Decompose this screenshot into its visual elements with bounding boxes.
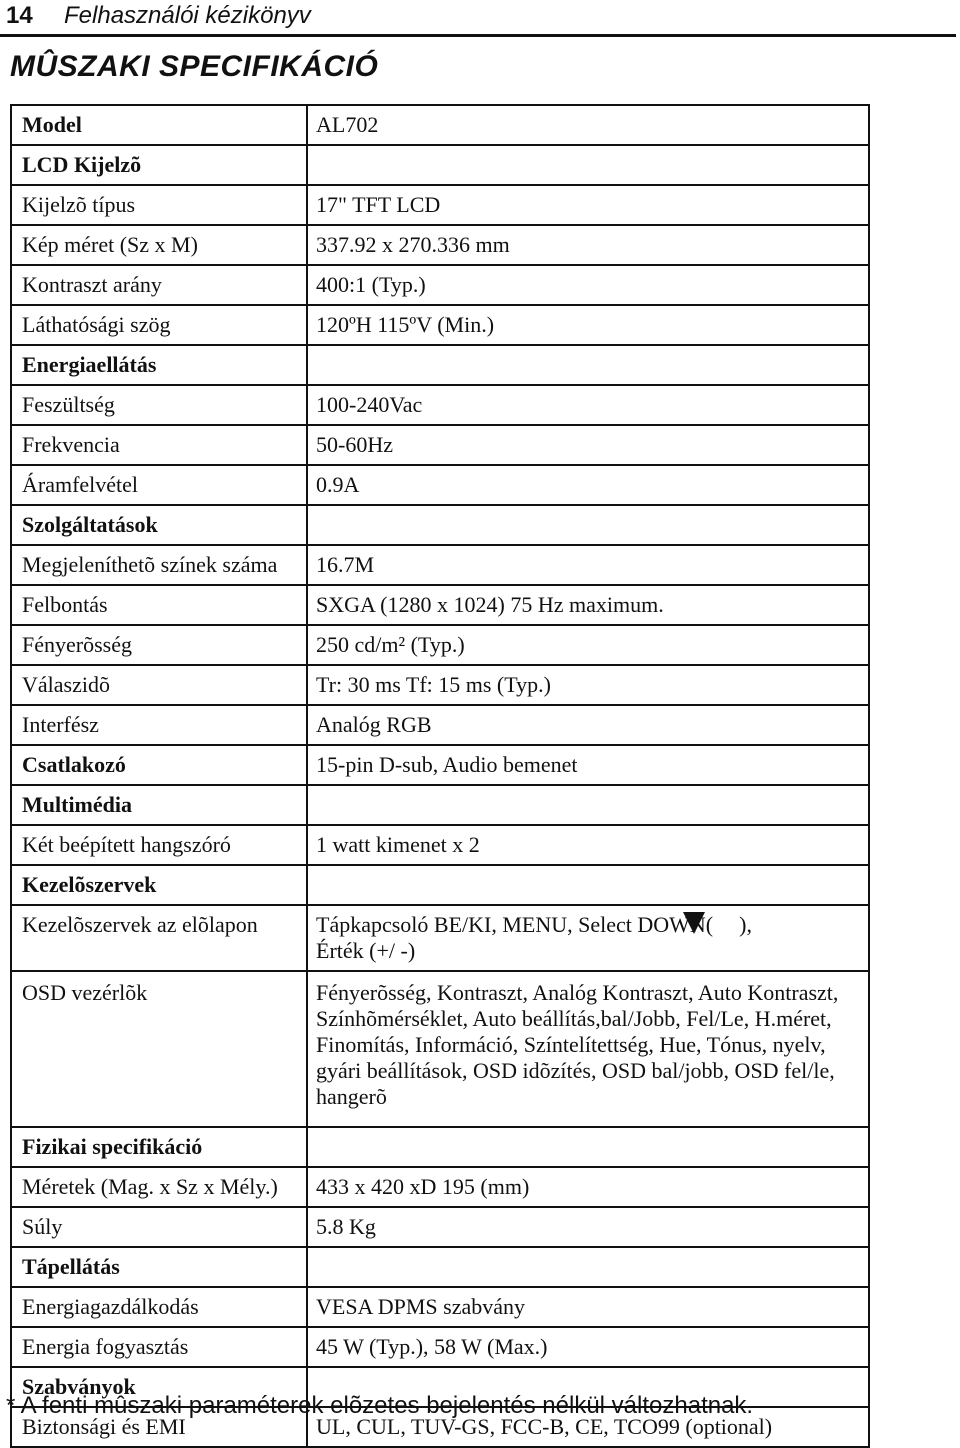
spec-value: 16.7M [307, 545, 869, 585]
spec-label: Csatlakozó [11, 745, 307, 785]
spec-value [307, 865, 869, 905]
spec-label: Energiaellátás [11, 345, 307, 385]
spec-value: 250 cd/m² (Typ.) [307, 625, 869, 665]
spec-label: Biztonsági és EMI [11, 1407, 307, 1447]
controls-line-2: Érték (+/ -) [316, 938, 416, 963]
spec-table [10, 104, 870, 1448]
spec-label: Két beépített hangszóró [11, 825, 307, 865]
spec-value: 100-240Vac [307, 385, 869, 425]
spec-label: Válaszidõ [11, 665, 307, 705]
spec-label: Kép méret (Sz x M) [11, 225, 307, 265]
spec-row [11, 785, 869, 825]
spec-value: SXGA (1280 x 1024) 75 Hz maximum. [307, 585, 869, 625]
spec-value: VESA DPMS szabvány [307, 1287, 869, 1327]
spec-row [11, 305, 869, 345]
spec-value: 433 x 420 xD 195 (mm) [307, 1167, 869, 1207]
spec-row [11, 265, 869, 305]
spec-row [11, 1207, 869, 1247]
spec-label: Súly [11, 1207, 307, 1247]
spec-row [11, 1127, 869, 1167]
spec-row [11, 1247, 869, 1287]
spec-label: Szabványok [11, 1367, 307, 1407]
spec-label: Áramfelvétel [11, 465, 307, 505]
spec-value: UL, CUL, TUV-GS, FCC-B, CE, TCO99 (optional) [307, 1407, 869, 1447]
spec-value: 45 W (Typ.), 58 W (Max.) [307, 1327, 869, 1367]
spec-row [11, 865, 869, 905]
spec-row [11, 665, 869, 705]
spec-label: OSD vezérlõk [11, 971, 307, 1127]
spec-row [11, 145, 869, 185]
spec-row [11, 425, 869, 465]
spec-label: Felbontás [11, 585, 307, 625]
spec-row [11, 345, 869, 385]
spec-label: Tápellátás [11, 1247, 307, 1287]
spec-row [11, 585, 869, 625]
spec-value: 50-60Hz [307, 425, 869, 465]
spec-label: Model [11, 105, 307, 145]
spec-value: 17" TFT LCD [307, 185, 869, 225]
spec-value: 337.92 x 270.336 mm [307, 225, 869, 265]
page-header [0, 0, 960, 34]
spec-label: Szolgáltatások [11, 505, 307, 545]
spec-label: Kontraszt arány [11, 265, 307, 305]
spec-row [11, 825, 869, 865]
spec-label: Kezelõszervek [11, 865, 307, 905]
footnote: * A fenti mûszaki paraméterek elõzetes bejelentés nélkül változhatnak. [6, 1392, 754, 1419]
spec-label: Fizikai specifikáció [11, 1127, 307, 1167]
spec-value [307, 1247, 869, 1287]
spec-label: Kijelzõ típus [11, 185, 307, 225]
spec-value: 15-pin D-sub, Audio bemenet [307, 745, 869, 785]
down-arrow-icon [683, 912, 705, 934]
spec-row [11, 905, 869, 971]
spec-value [307, 345, 869, 385]
spec-row [11, 105, 869, 145]
spec-label: Megjeleníthetõ színek száma [11, 545, 307, 585]
spec-row [11, 1167, 869, 1207]
spec-row [11, 505, 869, 545]
spec-label: Láthatósági szög [11, 305, 307, 345]
controls-line-1: Tápkapcsoló BE/KI, MENU, Select DOWN( [316, 912, 714, 937]
spec-value: 400:1 (Typ.) [307, 265, 869, 305]
spec-value: 1 watt kimenet x 2 [307, 825, 869, 865]
spec-value: Analóg RGB [307, 705, 869, 745]
spec-row [11, 1287, 869, 1327]
spec-row [11, 545, 869, 585]
section-title: MÛSZAKI SPECIFIKÁCIÓ [10, 50, 379, 83]
spec-row [11, 625, 869, 665]
spec-value [307, 1127, 869, 1167]
spec-row [11, 225, 869, 265]
spec-value: Tr: 30 ms Tf: 15 ms (Typ.) [307, 665, 869, 705]
spec-value: 0.9A [307, 465, 869, 505]
spec-value: AL702 [307, 105, 869, 145]
spec-row [11, 1327, 869, 1367]
spec-label: Méretek (Mag. x Sz x Mély.) [11, 1167, 307, 1207]
spec-value [307, 145, 869, 185]
spec-label: Kezelõszervek az elõlapon [11, 905, 307, 971]
spec-value: 5.8 Kg [307, 1207, 869, 1247]
spec-label: Energiagazdálkodás [11, 1287, 307, 1327]
spec-row [11, 705, 869, 745]
spec-value: 120ºH 115ºV (Min.) [307, 305, 869, 345]
header-rule [0, 34, 956, 37]
spec-label: Energia fogyasztás [11, 1327, 307, 1367]
spec-label: Multimédia [11, 785, 307, 825]
spec-row [11, 465, 869, 505]
spec-label: Interfész [11, 705, 307, 745]
page-number: 14 [6, 2, 33, 29]
spec-value [307, 505, 869, 545]
spec-row [11, 185, 869, 225]
spec-value: Fényerõsség, Kontraszt, Analóg Kontraszt, Auto Kontraszt, Színhõmérséklet, Auto beállítás,bal/Jobb, Fel/Le, H.méret, Finomítás, Információ, Színtelítettség, Hue, Tónus, nyelv, gyári beállítások, OSD idõzítés, OSD bal/jobb, OSD fel/le, hangerõ [307, 971, 869, 1127]
spec-value [307, 785, 869, 825]
controls-line-1-end: ), [739, 912, 752, 937]
spec-label: Fényerõsség [11, 625, 307, 665]
spec-value [307, 905, 869, 971]
spec-label: Feszültség [11, 385, 307, 425]
spec-row [11, 745, 869, 785]
spec-label: LCD Kijelzõ [11, 145, 307, 185]
running-title: Felhasználói kézikönyv [64, 2, 311, 29]
spec-row [11, 971, 869, 1127]
spec-row [11, 385, 869, 425]
spec-label: Frekvencia [11, 425, 307, 465]
